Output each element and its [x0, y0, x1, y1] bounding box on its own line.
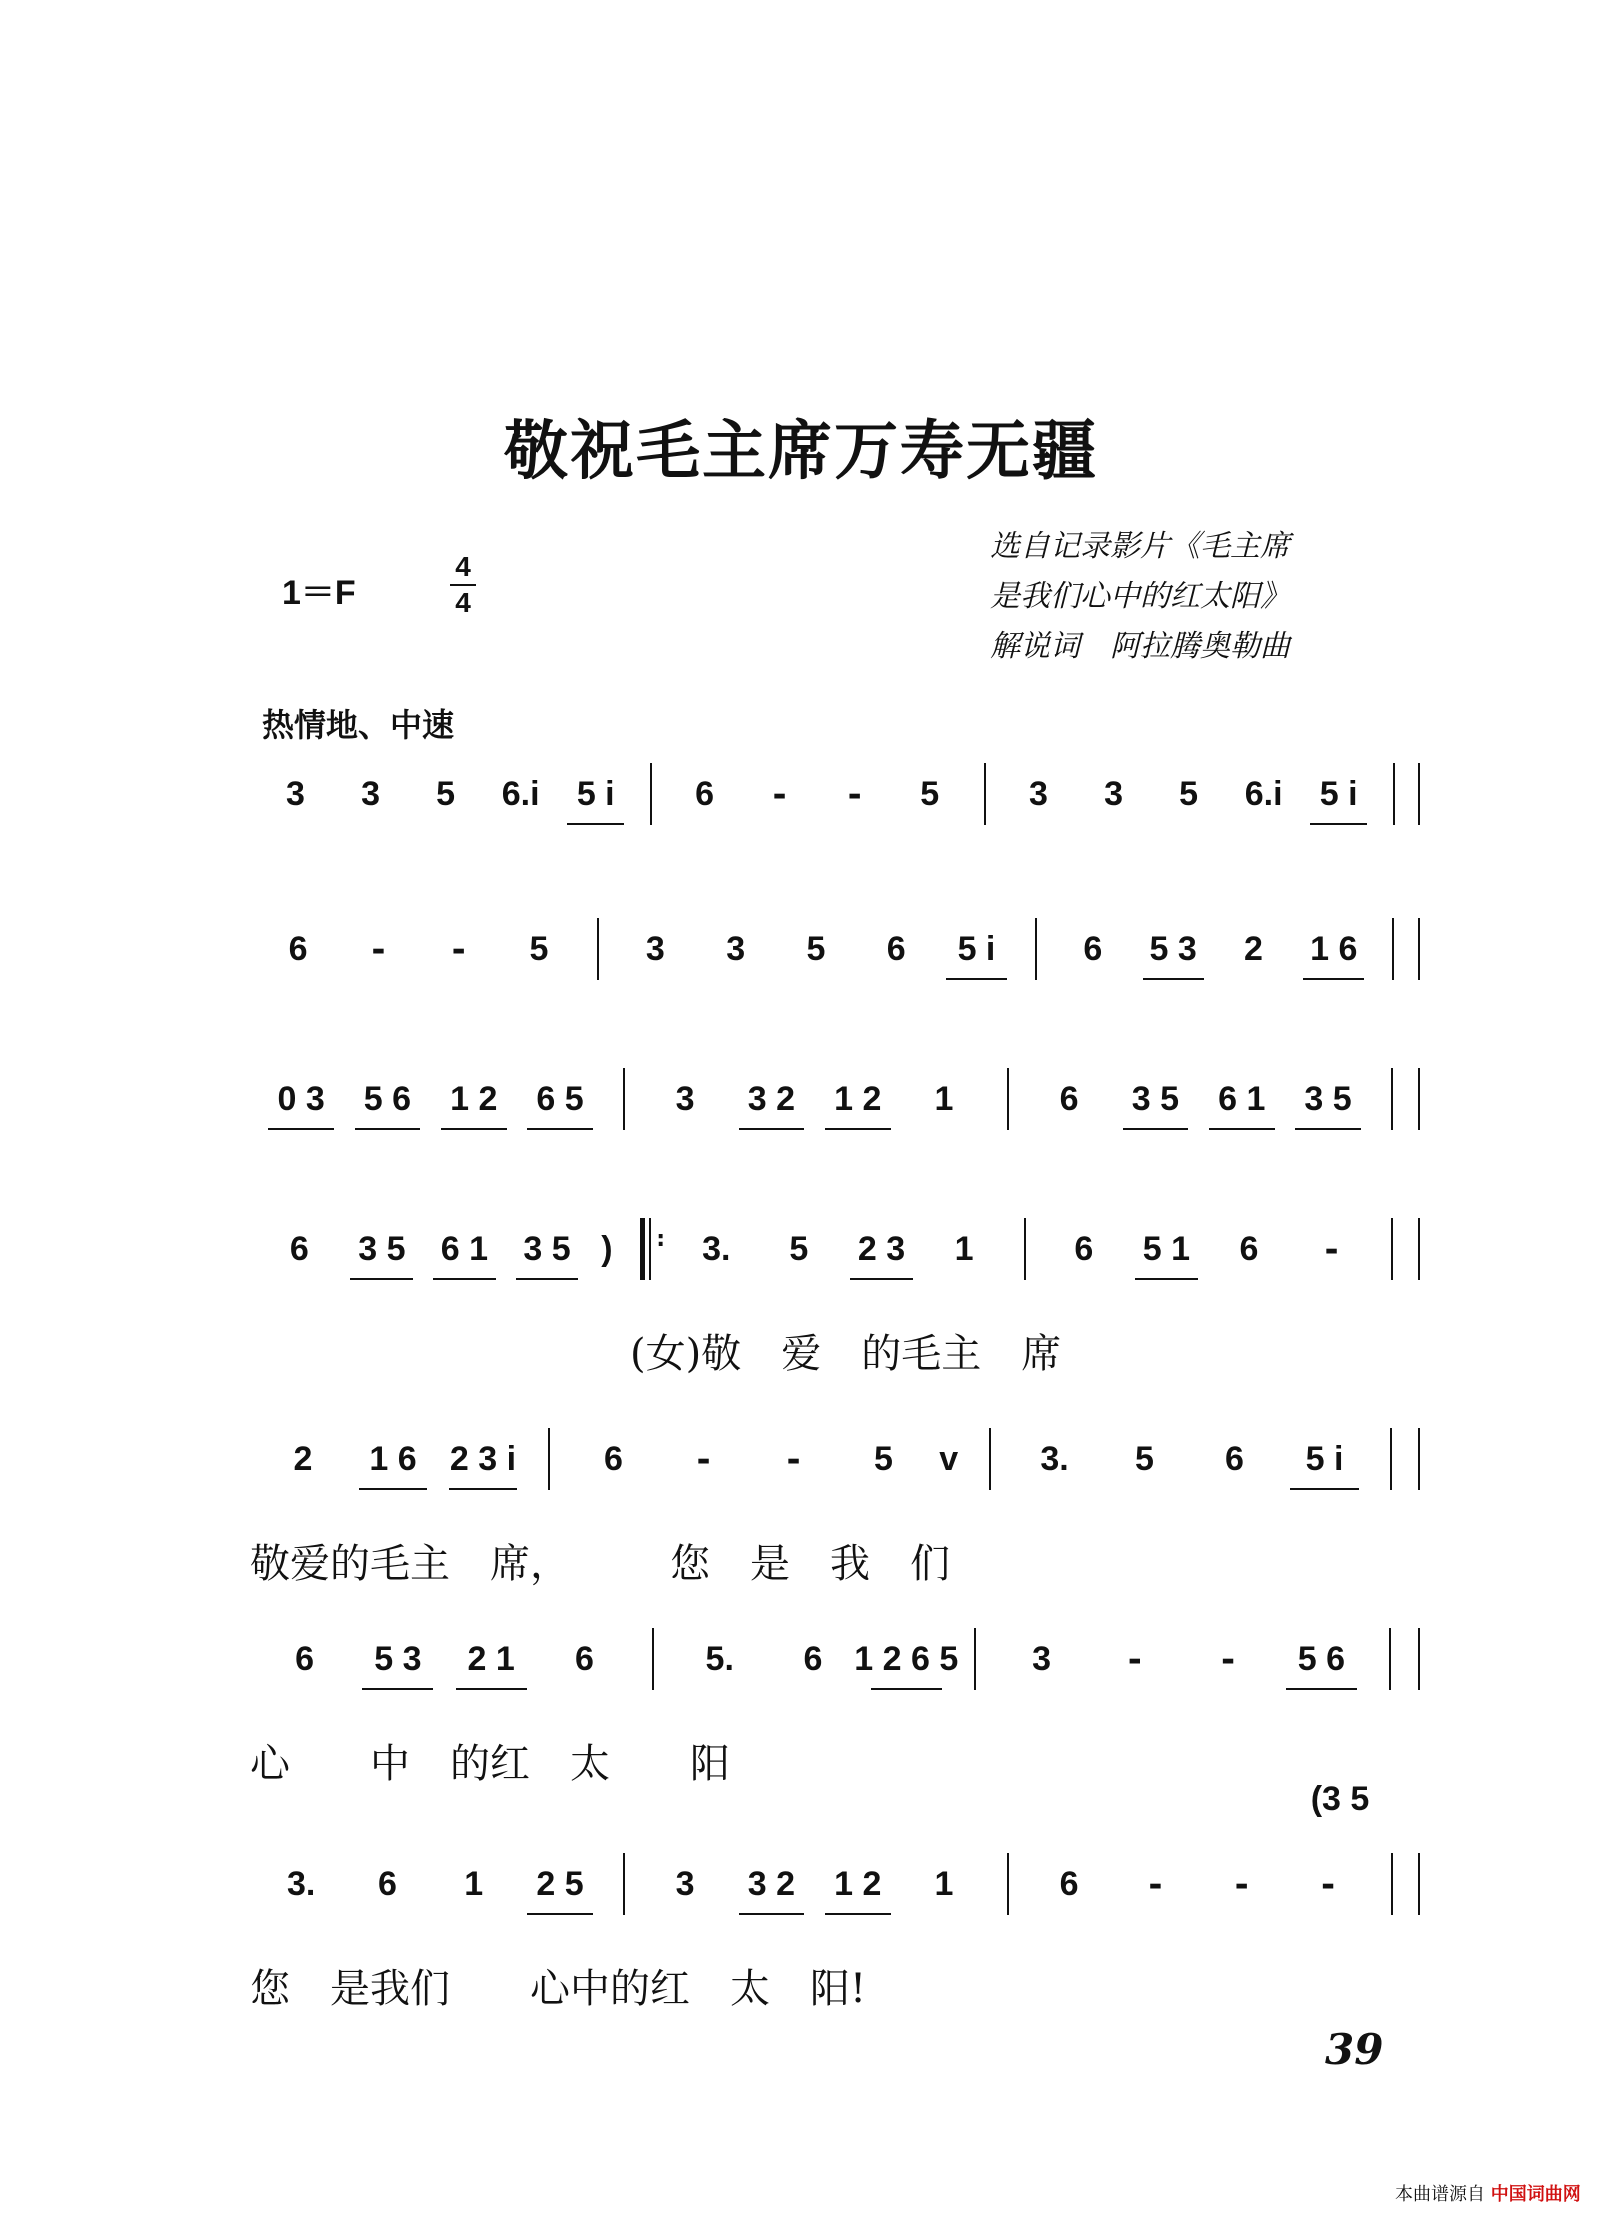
barline: [623, 1068, 625, 1130]
score-system: [0, 1080, 1602, 1230]
barline: [597, 918, 599, 980]
note-group: 5 i: [576, 775, 615, 813]
beam-underline: [946, 978, 1007, 980]
note-group: 3 5: [1304, 1080, 1352, 1118]
beam-underline: [449, 1488, 517, 1490]
beam-underline: [350, 1278, 413, 1280]
time-denominator: 4: [455, 587, 471, 618]
barline: [652, 1628, 654, 1690]
note-group: 5 3: [374, 1640, 422, 1678]
note-group: 5 i: [1319, 775, 1358, 813]
note-group: 5: [436, 775, 456, 813]
barline: [1024, 1218, 1026, 1280]
barline: [623, 1853, 625, 1915]
note-group: 5: [920, 775, 940, 813]
barline: [1418, 1853, 1420, 1915]
note-group: 3: [1029, 775, 1048, 813]
note-group: 3: [1104, 775, 1124, 813]
note-group: 3.: [1040, 1440, 1069, 1478]
note-group: 5.: [705, 1640, 734, 1678]
note-group: 6: [1083, 930, 1103, 968]
barline: [548, 1428, 550, 1490]
interlude-notes: (3 5: [1310, 1780, 1370, 1818]
note-group: 1 2: [834, 1865, 882, 1903]
note-group: 1 2: [834, 1080, 882, 1118]
lyric-line: 您 是我们 心中的红 太 阳!: [250, 1966, 867, 2012]
note-group: 3: [675, 1080, 695, 1118]
beam-underline: [739, 1128, 805, 1130]
barline: [1391, 1068, 1393, 1130]
watermark-prefix: 本曲谱源自: [1395, 2184, 1485, 2205]
beam-underline: [527, 1913, 593, 1915]
note-group: 5: [529, 930, 549, 968]
sustain-dash: -: [696, 1440, 711, 1480]
beam-underline: [359, 1488, 427, 1490]
page-number: 39: [1325, 2025, 1384, 2074]
sustain-dash: -: [786, 1440, 801, 1480]
note-group: 1: [464, 1865, 484, 1903]
beam-underline: [1135, 1278, 1198, 1280]
repeat-dots: :: [656, 1227, 666, 1252]
note-group: 5 i: [1305, 1440, 1344, 1478]
score-system: [0, 1227, 1602, 1380]
barline: [1391, 1218, 1393, 1280]
score-system: [0, 1440, 1602, 1590]
sustain-dash: -: [847, 775, 862, 815]
beam-underline: [456, 1688, 527, 1690]
note-group: 6.i: [1244, 775, 1283, 813]
note-group: 3 5: [358, 1230, 406, 1268]
repeat-start-barline: [640, 1218, 645, 1280]
note-group: 6: [295, 1640, 315, 1678]
barline: [1418, 1218, 1420, 1280]
watermark: [1395, 2180, 1581, 2206]
note-group: 1 2 6 5: [854, 1640, 959, 1678]
note-group: 5 6: [363, 1080, 412, 1118]
beam-underline: [527, 1128, 593, 1130]
beam-underline: [1143, 978, 1204, 980]
note-group: 3 2: [747, 1080, 796, 1118]
barline: [1007, 1853, 1009, 1915]
note-group: 3: [1032, 1640, 1051, 1678]
beam-underline: [355, 1128, 421, 1130]
barline: [1035, 918, 1037, 980]
repeat-start-barline-thin: [649, 1218, 651, 1280]
note-group: 5: [789, 1230, 809, 1268]
beam-underline: [268, 1128, 334, 1130]
barline: [1392, 918, 1394, 980]
note-group: 3.: [702, 1230, 731, 1268]
note-group: 5 1: [1142, 1230, 1191, 1268]
note-group: 6: [1074, 1230, 1094, 1268]
note-group: 5: [874, 1440, 893, 1478]
barline: [1390, 1428, 1392, 1490]
watermark-brand: 中国词曲网: [1490, 2184, 1581, 2205]
note-group: 1 6: [1310, 930, 1358, 968]
note-group: 1: [954, 1230, 974, 1268]
note-group: 3: [286, 775, 305, 813]
note-group: 6.i: [501, 775, 540, 813]
barline: [989, 1428, 991, 1490]
note-group: 1 6: [369, 1440, 417, 1478]
beam-underline: [362, 1688, 433, 1690]
note-group: 3: [726, 930, 746, 968]
note-group: 3 5: [523, 1230, 571, 1268]
note-group: 2 3 i: [449, 1440, 517, 1478]
song-title: 敬祝毛主席万寿无疆: [504, 414, 1098, 489]
note-group: 6: [1225, 1440, 1244, 1478]
note-group: 6: [377, 1865, 397, 1903]
beam-underline: [850, 1278, 913, 1280]
note-group: 0 3: [277, 1080, 325, 1118]
note-group: 2: [1243, 930, 1263, 968]
score-system: [0, 775, 1602, 925]
credit-line: 解说词 阿拉腾奥勒曲: [990, 629, 1290, 664]
note-group: 6: [1059, 1865, 1079, 1903]
time-numerator: 4: [455, 551, 471, 582]
note-group: 6: [575, 1640, 594, 1678]
lyric-line: 敬爱的毛主 席， 您 是 我 们: [250, 1541, 950, 1587]
score-system: [0, 1640, 1602, 1790]
sustain-dash: -: [772, 775, 787, 815]
beam-underline: [825, 1128, 891, 1130]
note-group: 5 3: [1149, 930, 1197, 968]
time-signature: [448, 550, 478, 620]
beam-underline: [825, 1913, 891, 1915]
note-group: 6: [289, 1230, 309, 1268]
note-group: 5: [1135, 1440, 1154, 1478]
sustain-dash: -: [1324, 1230, 1339, 1270]
note-group: 6: [1059, 1080, 1079, 1118]
beam-underline: [1286, 1688, 1357, 1690]
beam-underline: [1303, 978, 1364, 980]
score-system: [0, 1780, 1602, 2015]
note-group: 3: [361, 775, 381, 813]
note-group: 6: [1239, 1230, 1259, 1268]
barline: [1418, 763, 1420, 825]
beam-underline: [1123, 1128, 1189, 1130]
credit-line: 选自记录影片《毛主席: [990, 529, 1290, 564]
note-group: 3.: [286, 1865, 316, 1903]
note-group: 3: [645, 930, 665, 968]
beam-underline: [441, 1128, 507, 1130]
score-system: [0, 930, 1602, 1080]
note-group: 5: [806, 930, 826, 968]
note-group: 1: [934, 1080, 954, 1118]
note-group: 3 5: [1131, 1080, 1180, 1118]
note-group: 6 1: [440, 1230, 489, 1268]
note-group: 2 5: [536, 1865, 584, 1903]
note-group: 6: [695, 775, 714, 813]
barline: [1418, 1068, 1420, 1130]
note-group: ): [601, 1230, 613, 1268]
note-group: 5: [1179, 775, 1199, 813]
barline: [650, 763, 652, 825]
note-group: 3: [675, 1865, 695, 1903]
beam-underline: [433, 1278, 496, 1280]
credits: [990, 522, 1290, 672]
barline: [1418, 1428, 1420, 1490]
key-signature: 1＝F: [282, 574, 356, 612]
beam-underline: [1290, 1488, 1358, 1490]
barline: [984, 763, 986, 825]
sustain-dash: -: [451, 930, 466, 970]
beam-underline: [739, 1913, 805, 1915]
beam-underline: [1209, 1128, 1275, 1130]
sustain-dash: -: [1127, 1640, 1142, 1680]
note-group: 5 6: [1297, 1640, 1346, 1678]
note-group: 2: [293, 1440, 313, 1478]
barline: [974, 1628, 976, 1690]
barline: [1389, 1628, 1391, 1690]
beam-underline: [516, 1278, 579, 1280]
beam-underline: [567, 823, 624, 825]
note-group: 5 i: [957, 930, 996, 968]
barline: [1391, 1853, 1393, 1915]
note-group: 6: [604, 1440, 623, 1478]
note-group: 6 1: [1218, 1080, 1266, 1118]
note-group: 1 2: [450, 1080, 498, 1118]
sustain-dash: -: [1320, 1865, 1336, 1905]
note-group: v: [939, 1440, 959, 1478]
lyric-line: (女)敬 爱 的毛主 席: [630, 1331, 1062, 1377]
note-group: 6: [288, 930, 308, 968]
sustain-dash: -: [1234, 1865, 1249, 1905]
barline: [1007, 1068, 1009, 1130]
sustain-dash: -: [371, 930, 386, 970]
note-group: 2 3: [857, 1230, 906, 1268]
tempo-marking: 热情地、中速: [262, 706, 455, 744]
note-group: 3 2: [747, 1865, 796, 1903]
barline: [1418, 1628, 1420, 1690]
barline: [1393, 763, 1395, 825]
credit-line: 是我们心中的红太阳》: [990, 579, 1290, 614]
sustain-dash: -: [1148, 1865, 1163, 1905]
beam-underline: [1310, 823, 1367, 825]
sustain-dash: -: [1221, 1640, 1236, 1680]
lyric-line: 心 中 的红 太 阳: [250, 1741, 730, 1787]
note-group: 1: [934, 1865, 954, 1903]
beam-underline: [1295, 1128, 1361, 1130]
note-group: 6: [803, 1640, 823, 1678]
note-group: 6 5: [536, 1080, 584, 1118]
barline: [1418, 918, 1420, 980]
note-group: 2 1: [467, 1640, 515, 1678]
beam-underline: [871, 1688, 942, 1690]
note-group: 6: [886, 930, 906, 968]
